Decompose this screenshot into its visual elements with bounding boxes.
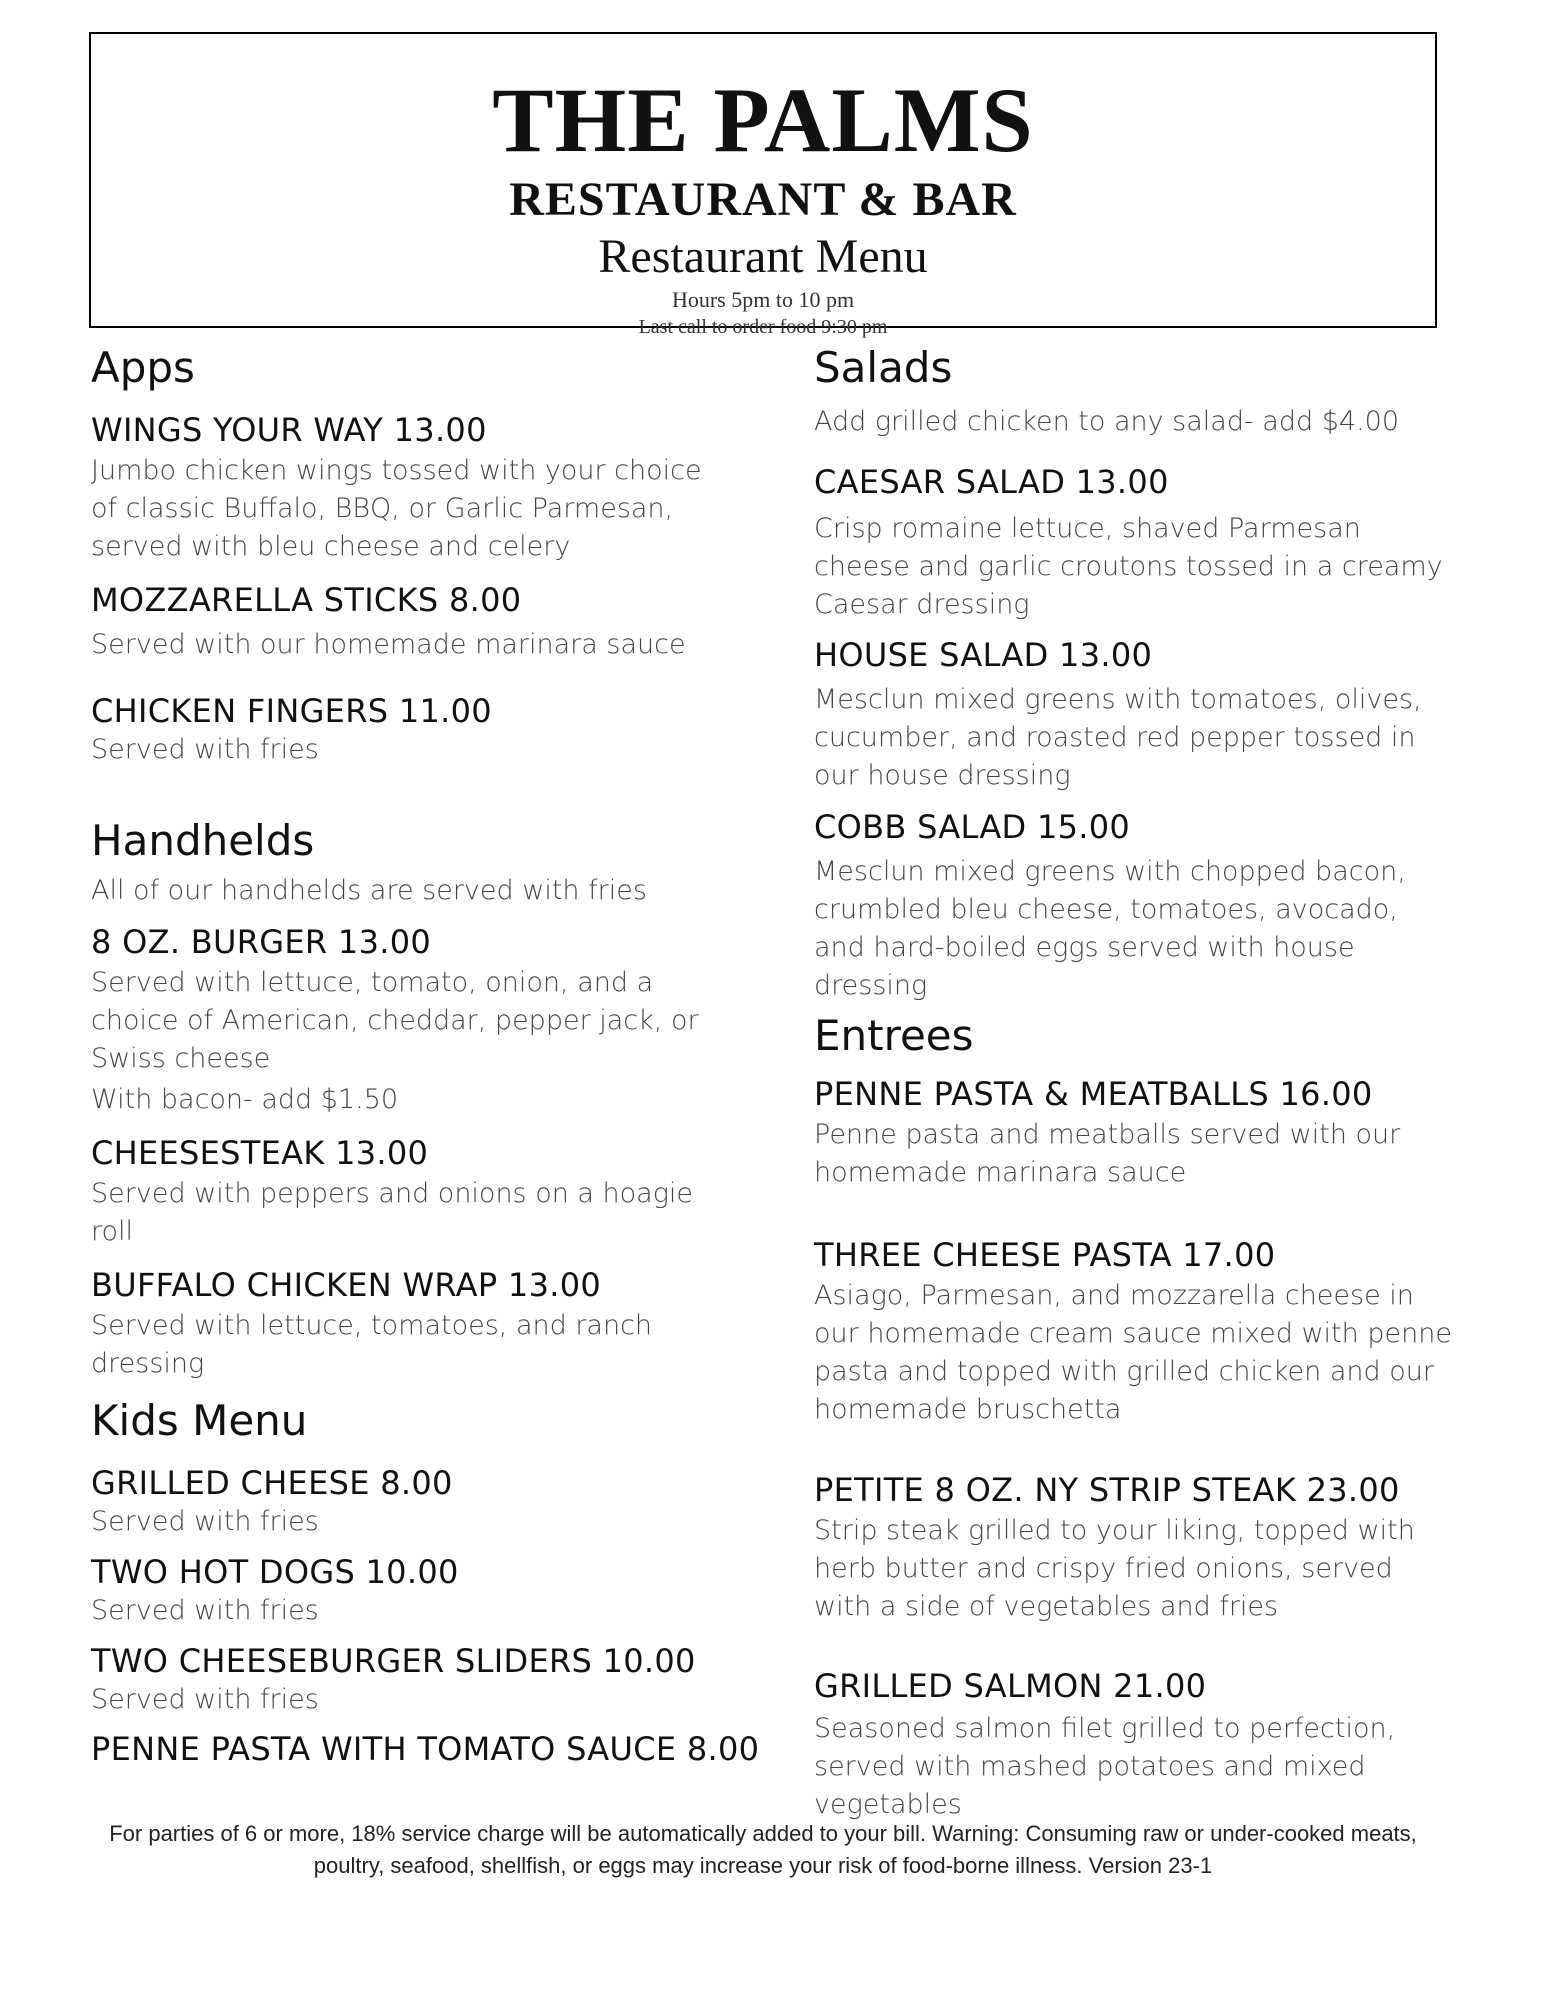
menu-item-name: MOZZARELLA STICKS 8.00: [91, 581, 522, 619]
section-note: Add grilled chicken to any salad- add $4.00: [814, 406, 1400, 437]
menu-item-description: Mesclun mixed greens with tomatoes, olives, cucumber, and roasted red pepper tossed in our house dressing: [814, 684, 1422, 791]
menu-item-name: CHEESESTEAK 13.00: [91, 1134, 429, 1172]
menu-item-description: Served with fries: [91, 1595, 319, 1626]
footer-notice: For parties of 6 or more, 18% service charge will be automatically added to your bill. Warning: Consuming raw or under-cooked meats, poultry, seafood, shellfish, or eggs may increase your risk of food-borne illness. Version 23-1: [109, 1821, 1417, 1878]
section-heading-apps: Apps: [91, 343, 195, 392]
menu-item-name: GRILLED SALMON 21.00: [814, 1667, 1207, 1705]
menu-header: [89, 32, 1437, 338]
menu-item-name: PENNE PASTA WITH TOMATO SAUCE 8.00: [91, 1730, 760, 1768]
menu-item-description: Served with our homemade marinara sauce: [91, 629, 686, 660]
menu-item-name: TWO HOT DOGS 10.00: [91, 1553, 459, 1591]
menu-item-description: Served with lettuce, tomato, onion, and a choice of American, cheddar, pepper jack, or Swiss cheese: [91, 967, 699, 1074]
menu-item-name: 8 OZ. BURGER 13.00: [91, 923, 432, 961]
menu-label: Restaurant Menu: [598, 230, 928, 283]
menu-item-name: GRILLED CHEESE 8.00: [91, 1464, 453, 1502]
menu-item-name: THREE CHEESE PASTA 17.00: [814, 1236, 1276, 1274]
menu-item-description: Mesclun mixed greens with chopped bacon, crumbled bleu cheese, tomatoes, avocado, and hard-boiled eggs served with house dressing: [814, 856, 1406, 1001]
hours-text: Hours 5pm to 10 pm: [671, 287, 855, 312]
menu-item-description: Asiago, Parmesan, and mozzarella cheese in our homemade cream sauce mixed with penne pasta and topped with grilled chicken and our homemade bruschetta: [814, 1280, 1452, 1425]
menu-item-description: Jumbo chicken wings tossed with your choice of classic Buffalo, BBQ, or Garlic Parmesan, served with bleu cheese and celery: [91, 455, 702, 562]
section-heading-handhelds: Handhelds: [91, 816, 315, 865]
menu-item-extra: With bacon- add $1.50: [91, 1084, 399, 1115]
menu-item-name: PENNE PASTA & MEATBALLS 16.00: [814, 1075, 1373, 1113]
menu-item-description: Served with lettuce, tomatoes, and ranch dressing: [91, 1310, 653, 1379]
menu-item-description: Seasoned salmon filet grilled to perfection, served with mashed potatoes and mixed vegetables: [814, 1713, 1396, 1820]
menu-item-name: TWO CHEESEBURGER SLIDERS 10.00: [91, 1642, 696, 1680]
menu-item-description: Served with fries: [91, 734, 319, 765]
section-heading-entrees: Entrees: [814, 1011, 974, 1060]
menu-item-name: CHICKEN FINGERS 11.00: [91, 692, 492, 730]
menu-item-description: Served with peppers and onions on a hoagie roll: [91, 1178, 694, 1247]
section-heading-salads: Salads: [814, 343, 953, 392]
menu-item-description: Served with fries: [91, 1506, 319, 1537]
menu-item-description: Crisp romaine lettuce, shaved Parmesan cheese and garlic croutons tossed in a creamy Caesar dressing: [814, 513, 1443, 620]
menu-item-description: Penne pasta and meatballs served with our homemade marinara sauce: [814, 1119, 1401, 1188]
restaurant-name: THE PALMS: [492, 69, 1034, 171]
restaurant-subtitle: RESTAURANT & BAR: [509, 173, 1017, 226]
menu-item-description: Strip steak grilled to your liking, topped with herb butter and crispy fried onions, served with a side of vegetables and fries: [814, 1515, 1415, 1622]
menu-item-name: WINGS YOUR WAY 13.00: [91, 411, 487, 449]
menu-item-name: BUFFALO CHICKEN WRAP 13.00: [91, 1266, 602, 1304]
menu-item-name: COBB SALAD 15.00: [814, 808, 1131, 846]
menu-item-name: HOUSE SALAD 13.00: [814, 636, 1153, 674]
last-call-text: Last call to order food 9:30 pm: [638, 316, 888, 338]
menu-item-name: PETITE 8 OZ. NY STRIP STEAK 23.00: [814, 1471, 1400, 1509]
menu-item-name: CAESAR SALAD 13.00: [814, 463, 1169, 501]
section-note: All of our handhelds are served with fries: [91, 875, 647, 906]
section-heading-kids: Kids Menu: [91, 1396, 308, 1445]
menu-item-description: Served with fries: [91, 1684, 319, 1715]
